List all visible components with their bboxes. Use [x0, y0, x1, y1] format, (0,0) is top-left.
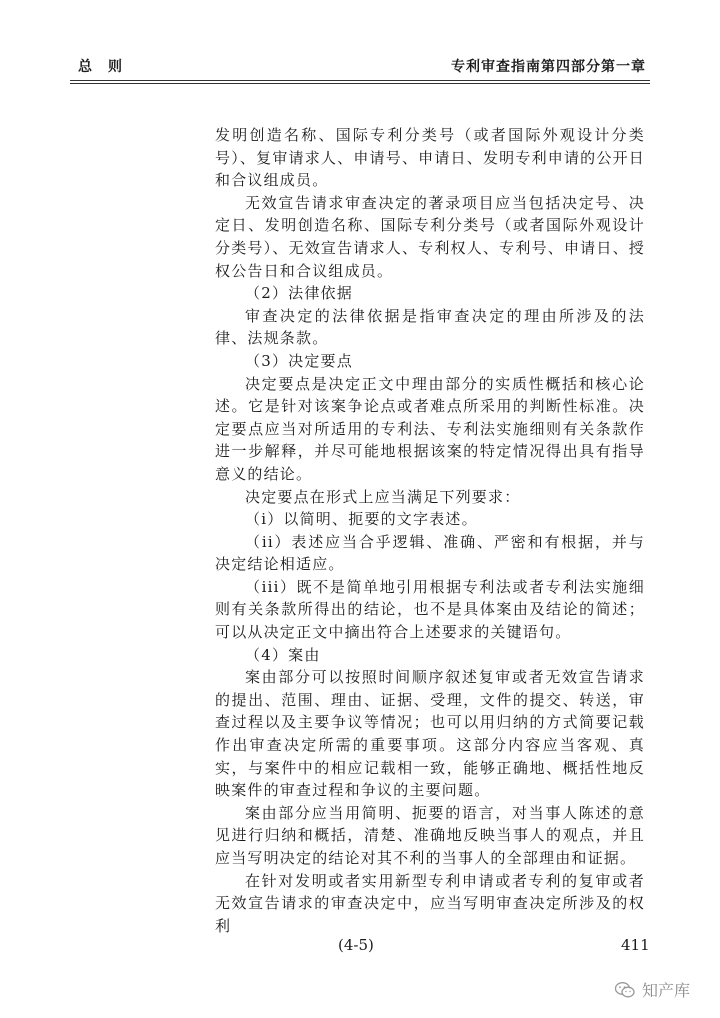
wechat-icon	[614, 981, 636, 999]
section-number: (4-5)	[338, 936, 374, 954]
list-item: （ii）表述应当合乎逻辑、准确、严密和有根据，并与决定结论相适应。	[215, 532, 645, 574]
section-heading: （2）法律依据	[245, 284, 353, 303]
running-header	[70, 56, 650, 76]
body-text	[215, 124, 645, 937]
watermark	[614, 978, 690, 1001]
list-item: （i）以简明、扼要的文字表述。	[245, 510, 478, 529]
paragraph: 无效宣告请求审查决定的著录项目应当包括决定号、决定日、发明创造名称、国际专利分类号（或者国际外观设计分类号）、无效宣告请求人、专利权人、专利号、申请日、授权公告日和合议组成员。	[215, 193, 645, 280]
paragraph: 在针对发明或者实用新型专利申请或者专利的复审或者无效宣告请求的审查决定中，应当写明审查决定所涉及的权利	[215, 871, 645, 935]
section-heading: （3）决定要点	[245, 351, 353, 370]
section-heading: （4）案由	[245, 645, 321, 664]
paragraph: 发明创造名称、国际专利分类号（或者国际外观设计分类号）、复审请求人、申请号、申请日、发明专利申请的公开日和合议组成员。	[215, 126, 645, 190]
page-number: 411	[621, 936, 650, 954]
paragraph: 决定要点在形式上应当满足下列要求：	[245, 487, 521, 506]
paragraph: 案由部分可以按照时间顺序叙述复审或者无效宣告请求的提出、范围、理由、证据、受理，文件的提交、转送，审查过程以及主要争议等情况；也可以用归纳的方式简要记载作出审查决定所需的重要事项。这部分内容应当客观、真实，与案件中的相应记载相一致，能够正确地、概括性地反映案件的审查过程和争议的主要问题。	[215, 668, 645, 800]
paragraph: 案由部分应当用简明、扼要的语言，对当事人陈述的意见进行归纳和概括，清楚、准确地反映当事人的观点，并且应当写明决定的结论对其不利的当事人的全部理由和证据。	[215, 803, 645, 867]
list-item: （iii）既不是简单地引用根据专利法或者专利法实施细则有关条款所得出的结论，也不是具体案由及结论的简述；可以从决定正文中摘出符合上述要求的关键语句。	[215, 577, 645, 642]
paragraph: 审查决定的法律依据是指审查决定的理由所涉及的法律、法规条款。	[215, 306, 645, 348]
header-book-title: 专利审查指南第四部分第一章	[451, 59, 646, 75]
paragraph: 决定要点是决定正文中理由部分的实质性概括和核心论述。它是针对该案争论点或者难点所采用的判断性标准。决定要点应当对所适用的专利法、专利法实施细则有关条款作进一步解释，并尽可能地根据该案的特定情况得出具有指导意义的结论。	[215, 374, 645, 483]
header-rule	[70, 80, 650, 84]
header-chapter-label: 总 则	[78, 59, 123, 75]
watermark-text: 知产库	[641, 981, 690, 1000]
